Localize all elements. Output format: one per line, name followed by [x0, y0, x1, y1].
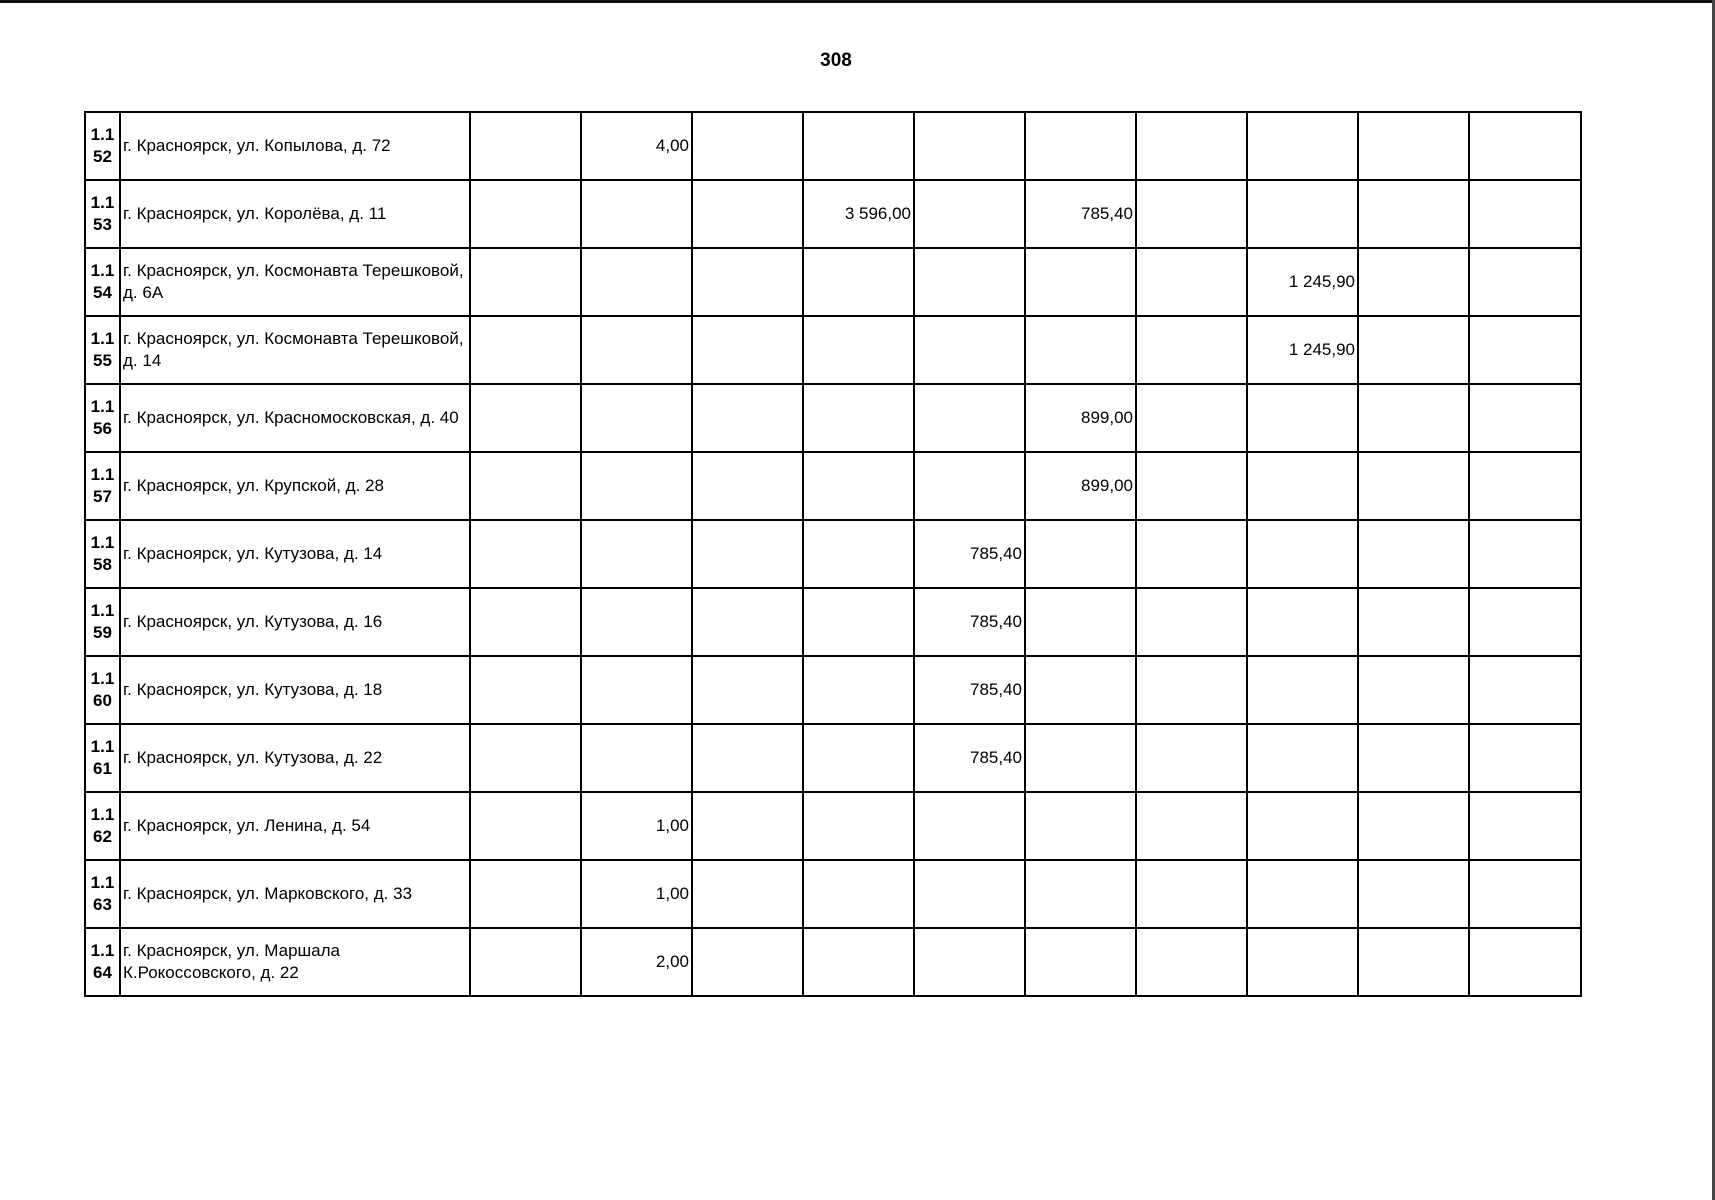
row-address: г. Красноярск, ул. Королёва, д. 11 — [120, 180, 470, 248]
value-cell-col-10 — [1469, 656, 1581, 724]
value-cell-col-7 — [1136, 656, 1247, 724]
value-cell-col-5: 785,40 — [914, 656, 1025, 724]
value-cell-col-10 — [1469, 860, 1581, 928]
value-cell-col-6: 785,40 — [1025, 180, 1136, 248]
value-cell-col-10 — [1469, 180, 1581, 248]
value-cell-col-8 — [1247, 112, 1358, 180]
value-cell-col-6 — [1025, 520, 1136, 588]
value-cell-col-1 — [470, 656, 581, 724]
page-number: 308 — [820, 50, 852, 71]
value-cell-col-10 — [1469, 384, 1581, 452]
value-cell-col-1 — [470, 520, 581, 588]
value-cell-col-4 — [803, 656, 914, 724]
value-cell-col-2 — [581, 452, 692, 520]
value-cell-col-10 — [1469, 248, 1581, 316]
value-cell-col-2 — [581, 724, 692, 792]
value-cell-col-10 — [1469, 112, 1581, 180]
table-body — [85, 112, 1581, 996]
value-cell-col-5 — [914, 316, 1025, 384]
value-cell-col-5: 785,40 — [914, 588, 1025, 656]
value-cell-col-4 — [803, 724, 914, 792]
value-cell-col-3 — [692, 452, 803, 520]
value-cell-col-1 — [470, 792, 581, 860]
value-cell-col-7 — [1136, 724, 1247, 792]
value-cell-col-3 — [692, 792, 803, 860]
value-cell-col-8: 1 245,90 — [1247, 248, 1358, 316]
value-cell-col-6 — [1025, 316, 1136, 384]
value-cell-col-5 — [914, 452, 1025, 520]
value-cell-col-7 — [1136, 316, 1247, 384]
row-number: 1.1 54 — [85, 248, 120, 316]
value-cell-col-7 — [1136, 452, 1247, 520]
row-address: г. Красноярск, ул. Космонавта Терешковой, д. 14 — [120, 316, 470, 384]
value-cell-col-5 — [914, 792, 1025, 860]
value-cell-col-4 — [803, 452, 914, 520]
value-cell-col-3 — [692, 724, 803, 792]
row-number: 1.1 52 — [85, 112, 120, 180]
row-address: г. Красноярск, ул. Марковского, д. 33 — [120, 860, 470, 928]
table-row — [85, 792, 1581, 860]
value-cell-col-5 — [914, 384, 1025, 452]
value-cell-col-1 — [470, 180, 581, 248]
row-address: г. Красноярск, ул. Кутузова, д. 22 — [120, 724, 470, 792]
row-address: г. Красноярск, ул. Кутузова, д. 16 — [120, 588, 470, 656]
value-cell-col-6 — [1025, 860, 1136, 928]
value-cell-col-1 — [470, 112, 581, 180]
table-row — [85, 724, 1581, 792]
value-cell-col-6 — [1025, 792, 1136, 860]
value-cell-col-1 — [470, 248, 581, 316]
value-cell-col-2: 1,00 — [581, 860, 692, 928]
value-cell-col-7 — [1136, 792, 1247, 860]
table-row — [85, 248, 1581, 316]
value-cell-col-10 — [1469, 588, 1581, 656]
row-address: г. Красноярск, ул. Ленина, д. 54 — [120, 792, 470, 860]
value-cell-col-9 — [1358, 860, 1469, 928]
value-cell-col-3 — [692, 588, 803, 656]
value-cell-col-10 — [1469, 724, 1581, 792]
value-cell-col-10 — [1469, 452, 1581, 520]
data-table — [84, 111, 1582, 997]
value-cell-col-8 — [1247, 928, 1358, 996]
value-cell-col-8: 1 245,90 — [1247, 316, 1358, 384]
value-cell-col-2 — [581, 180, 692, 248]
value-cell-col-2 — [581, 520, 692, 588]
value-cell-col-8 — [1247, 452, 1358, 520]
value-cell-col-8 — [1247, 656, 1358, 724]
value-cell-col-10 — [1469, 928, 1581, 996]
value-cell-col-7 — [1136, 588, 1247, 656]
value-cell-col-7 — [1136, 248, 1247, 316]
row-number: 1.1 60 — [85, 656, 120, 724]
value-cell-col-3 — [692, 520, 803, 588]
value-cell-col-5: 785,40 — [914, 724, 1025, 792]
value-cell-col-1 — [470, 452, 581, 520]
table-row — [85, 520, 1581, 588]
value-cell-col-9 — [1358, 588, 1469, 656]
value-cell-col-6 — [1025, 928, 1136, 996]
row-address: г. Красноярск, ул. Крупской, д. 28 — [120, 452, 470, 520]
value-cell-col-1 — [470, 860, 581, 928]
row-number: 1.1 56 — [85, 384, 120, 452]
value-cell-col-3 — [692, 248, 803, 316]
value-cell-col-6 — [1025, 656, 1136, 724]
value-cell-col-4 — [803, 520, 914, 588]
value-cell-col-8 — [1247, 384, 1358, 452]
value-cell-col-7 — [1136, 384, 1247, 452]
value-cell-col-1 — [470, 724, 581, 792]
value-cell-col-9 — [1358, 316, 1469, 384]
value-cell-col-3 — [692, 316, 803, 384]
row-address: г. Красноярск, ул. Космонавта Терешковой, д. 6А — [120, 248, 470, 316]
row-number: 1.1 58 — [85, 520, 120, 588]
row-number: 1.1 63 — [85, 860, 120, 928]
value-cell-col-3 — [692, 928, 803, 996]
value-cell-col-4 — [803, 860, 914, 928]
row-address: г. Красноярск, ул. Кутузова, д. 14 — [120, 520, 470, 588]
table-row — [85, 928, 1581, 996]
value-cell-col-6 — [1025, 724, 1136, 792]
value-cell-col-2 — [581, 316, 692, 384]
row-number: 1.1 62 — [85, 792, 120, 860]
value-cell-col-6: 899,00 — [1025, 452, 1136, 520]
value-cell-col-5 — [914, 248, 1025, 316]
row-address: г. Красноярск, ул. Красномосковская, д. 40 — [120, 384, 470, 452]
value-cell-col-3 — [692, 180, 803, 248]
value-cell-col-4 — [803, 112, 914, 180]
value-cell-col-10 — [1469, 316, 1581, 384]
value-cell-col-2 — [581, 588, 692, 656]
value-cell-col-8 — [1247, 180, 1358, 248]
value-cell-col-6 — [1025, 112, 1136, 180]
value-cell-col-1 — [470, 316, 581, 384]
value-cell-col-5 — [914, 180, 1025, 248]
table-row — [85, 316, 1581, 384]
value-cell-col-8 — [1247, 724, 1358, 792]
value-cell-col-3 — [692, 656, 803, 724]
value-cell-col-5: 785,40 — [914, 520, 1025, 588]
row-address: г. Красноярск, ул. Копылова, д. 72 — [120, 112, 470, 180]
value-cell-col-4: 3 596,00 — [803, 180, 914, 248]
value-cell-col-2: 1,00 — [581, 792, 692, 860]
value-cell-col-10 — [1469, 792, 1581, 860]
table-row — [85, 588, 1581, 656]
value-cell-col-9 — [1358, 520, 1469, 588]
value-cell-col-2: 2,00 — [581, 928, 692, 996]
value-cell-col-4 — [803, 792, 914, 860]
row-number: 1.1 55 — [85, 316, 120, 384]
value-cell-col-9 — [1358, 928, 1469, 996]
value-cell-col-4 — [803, 928, 914, 996]
value-cell-col-6 — [1025, 248, 1136, 316]
value-cell-col-7 — [1136, 112, 1247, 180]
value-cell-col-9 — [1358, 792, 1469, 860]
value-cell-col-9 — [1358, 384, 1469, 452]
value-cell-col-2: 4,00 — [581, 112, 692, 180]
value-cell-col-2 — [581, 248, 692, 316]
value-cell-col-9 — [1358, 724, 1469, 792]
value-cell-col-4 — [803, 588, 914, 656]
row-number: 1.1 57 — [85, 452, 120, 520]
value-cell-col-7 — [1136, 520, 1247, 588]
value-cell-col-1 — [470, 588, 581, 656]
table-row — [85, 452, 1581, 520]
value-cell-col-4 — [803, 248, 914, 316]
value-cell-col-9 — [1358, 112, 1469, 180]
value-cell-col-1 — [470, 384, 581, 452]
value-cell-col-10 — [1469, 520, 1581, 588]
value-cell-col-7 — [1136, 180, 1247, 248]
value-cell-col-3 — [692, 860, 803, 928]
value-cell-col-8 — [1247, 520, 1358, 588]
value-cell-col-8 — [1247, 792, 1358, 860]
table-row — [85, 860, 1581, 928]
value-cell-col-4 — [803, 316, 914, 384]
value-cell-col-2 — [581, 384, 692, 452]
value-cell-col-9 — [1358, 248, 1469, 316]
row-address: г. Красноярск, ул. Кутузова, д. 18 — [120, 656, 470, 724]
value-cell-col-9 — [1358, 452, 1469, 520]
value-cell-col-3 — [692, 112, 803, 180]
row-address: г. Красноярск, ул. Маршала К.Рокоссовского, д. 22 — [120, 928, 470, 996]
row-number: 1.1 59 — [85, 588, 120, 656]
row-number: 1.1 64 — [85, 928, 120, 996]
value-cell-col-8 — [1247, 588, 1358, 656]
page-top-edge — [0, 0, 1715, 3]
value-cell-col-6 — [1025, 588, 1136, 656]
row-number: 1.1 53 — [85, 180, 120, 248]
table-row — [85, 180, 1581, 248]
value-cell-col-7 — [1136, 928, 1247, 996]
table-row — [85, 384, 1581, 452]
value-cell-col-2 — [581, 656, 692, 724]
value-cell-col-6: 899,00 — [1025, 384, 1136, 452]
value-cell-col-7 — [1136, 860, 1247, 928]
value-cell-col-3 — [692, 384, 803, 452]
value-cell-col-5 — [914, 928, 1025, 996]
value-cell-col-5 — [914, 112, 1025, 180]
table-row — [85, 112, 1581, 180]
table-row — [85, 656, 1581, 724]
value-cell-col-5 — [914, 860, 1025, 928]
row-number: 1.1 61 — [85, 724, 120, 792]
value-cell-col-8 — [1247, 860, 1358, 928]
value-cell-col-9 — [1358, 656, 1469, 724]
value-cell-col-1 — [470, 928, 581, 996]
value-cell-col-9 — [1358, 180, 1469, 248]
value-cell-col-4 — [803, 384, 914, 452]
